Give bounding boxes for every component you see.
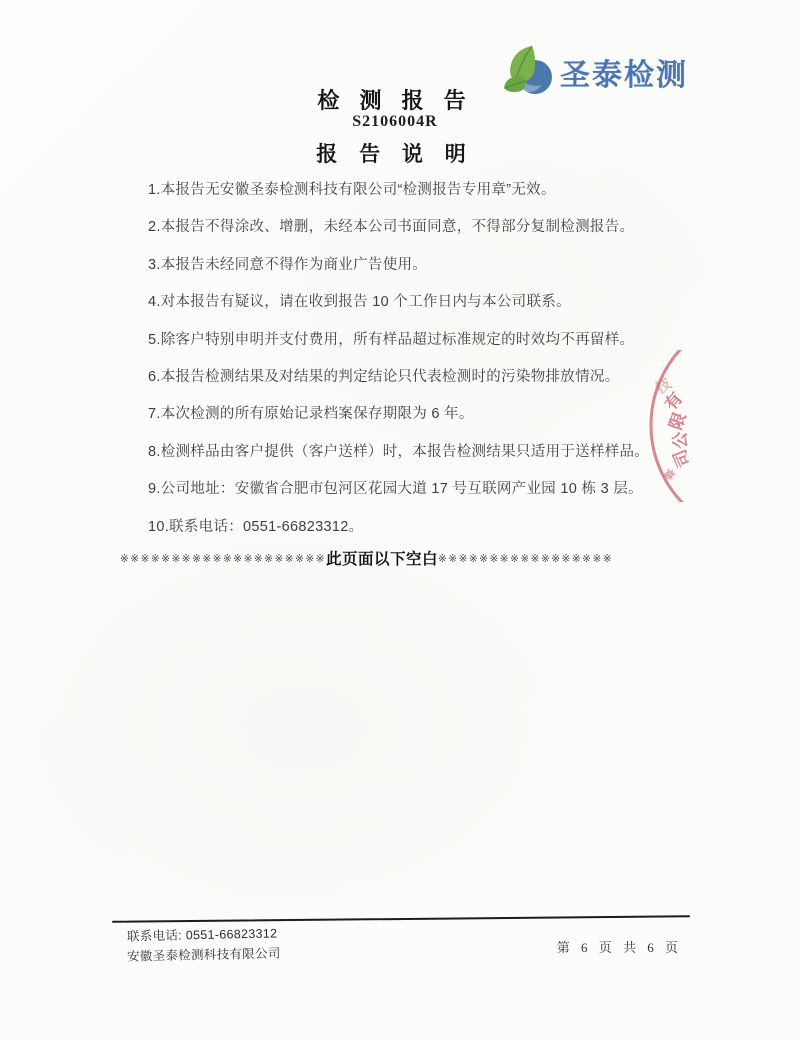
- note-item-10: 10.联系电话：0551-66823312。: [148, 518, 364, 535]
- footer-divider: [112, 915, 690, 923]
- note-item-5: 5.除客户特别申明并支付费用，所有样品超过标准规定的时效均不再留样。: [148, 331, 635, 348]
- report-number: S2106004R: [352, 113, 438, 130]
- blank-notice-marks-left: ※※※※※※※※※※※※※※※※※※※※: [120, 553, 326, 565]
- note-item-1: 1.本报告无安徽圣泰检测科技有限公司“检测报告专用章”无效。: [148, 182, 556, 198]
- seal-char-bottom: 章: [662, 465, 679, 482]
- note-item-2: 2.本报告不得涂改、增删，未经本公司书面同意，不得部分复制检测报告。: [148, 219, 635, 236]
- footer-company: 安徽圣泰检测科技有限公司: [126, 946, 281, 964]
- seal-char: 司: [669, 446, 695, 470]
- seal-char: 公: [670, 431, 691, 450]
- logo-text: 圣泰检测: [560, 59, 688, 92]
- report-title: 检 测 报 告: [317, 88, 473, 113]
- company-seal: [634, 350, 734, 502]
- report-notes: [148, 172, 688, 546]
- footer-phone: 联系电话: 0551-66823312: [126, 926, 278, 944]
- blank-notice: [120, 547, 680, 569]
- note-item-4: 4.对本报告有疑议，请在收到报告 10 个工作日内与本公司联系。: [148, 294, 571, 311]
- footer-page-number: 第 6 页 共 6 页: [556, 940, 682, 955]
- seal-char: 限: [665, 409, 690, 433]
- note-item-9: 9.公司地址：安徽省合肥市包河区花园大道 17 号互联网产业园 10 栋 3 层。: [148, 481, 643, 498]
- note-item-3: 3.本报告未经同意不得作为商业广告使用。: [148, 256, 428, 273]
- report-subtitle: 报 告 说 明: [316, 143, 474, 166]
- blank-notice-marks-right: ※※※※※※※※※※※※※※※※※: [437, 553, 614, 565]
- note-item-6: 6.本报告检测结果及对结果的判定结论只代表检测时的污染物排放情况。: [148, 368, 620, 385]
- seal-char: 有: [661, 388, 687, 415]
- seal-char-partial: 技: [652, 375, 675, 398]
- seal-arc: [651, 350, 734, 502]
- note-item-8: 8.检测样品由客户提供（客户送样）时，本报告检测结果只适用于送样样品。: [148, 443, 650, 460]
- note-item-7: 7.本次检测的所有原始记录档案保存期限为 6 年。: [148, 406, 474, 423]
- blank-notice-label: 此页面以下空白: [325, 551, 438, 568]
